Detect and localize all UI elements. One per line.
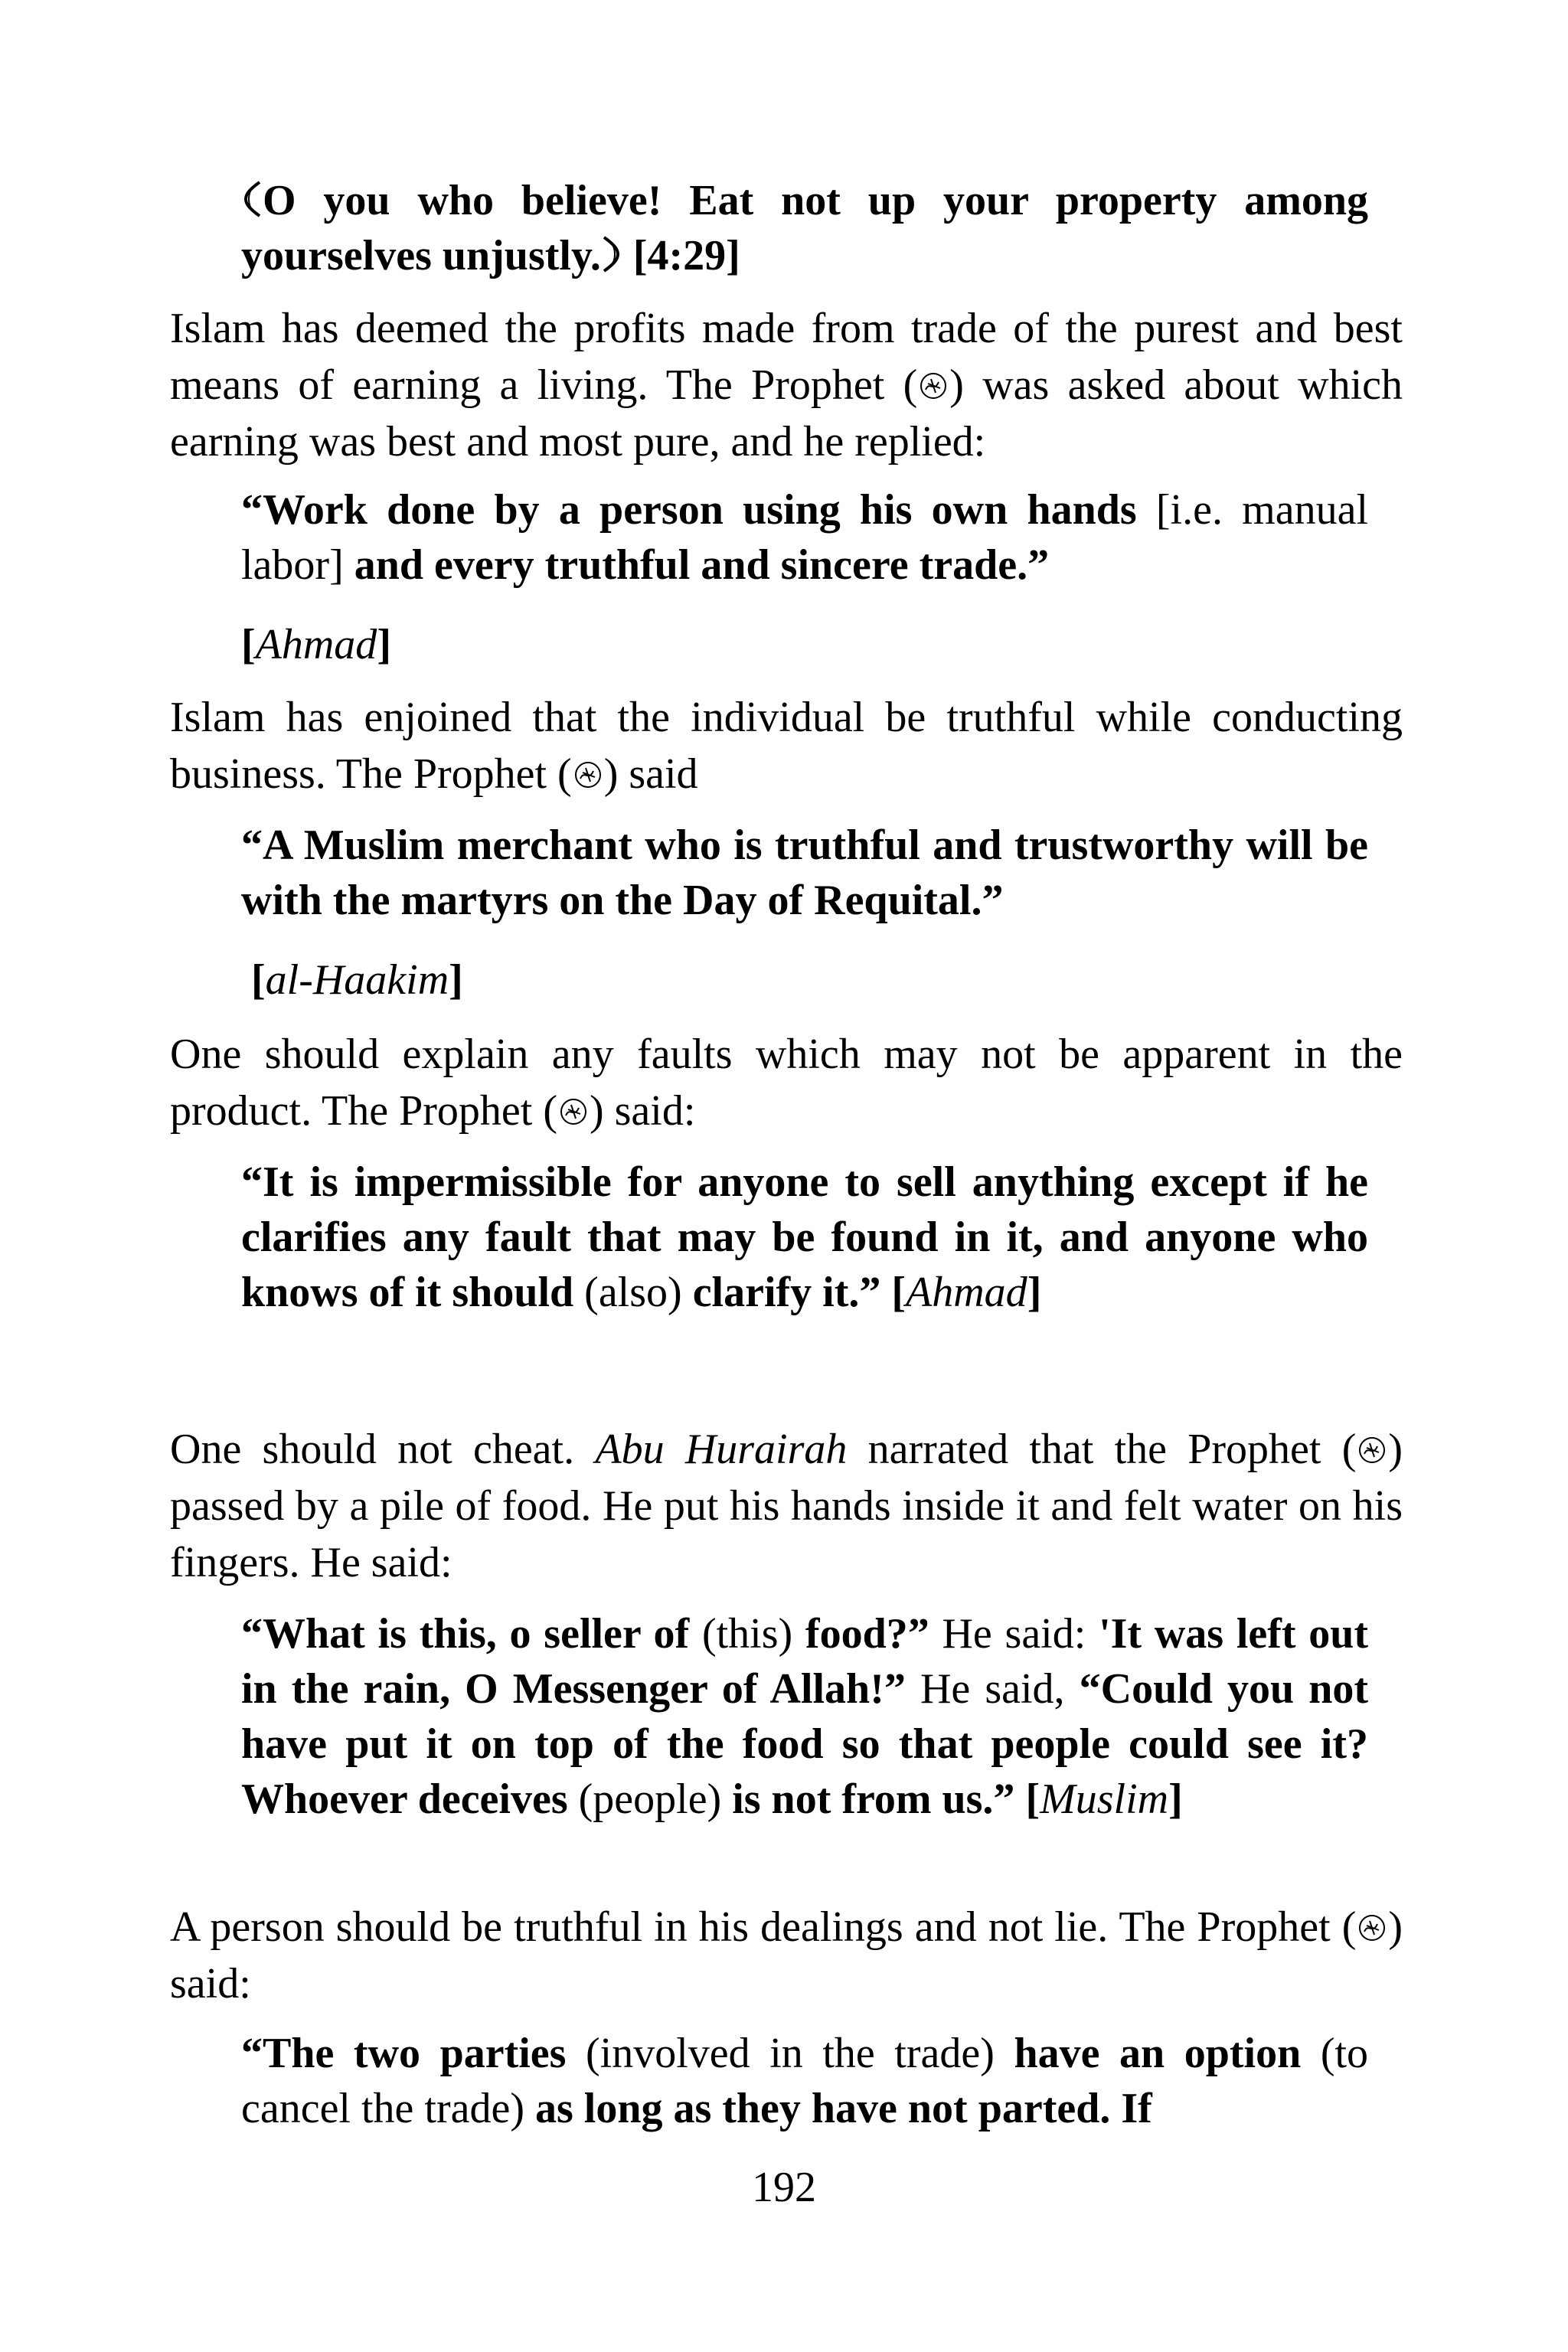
hadith-4-text-i: is not from us.” [732, 1775, 1015, 1823]
page-number: 192 [752, 2164, 816, 2211]
quran-verse [241, 173, 1368, 228]
salutation-symbol-icon [557, 1096, 590, 1128]
hadith-3-text-c: clarify it.” [692, 1269, 881, 1316]
hadith-4-text-c: food?” [805, 1610, 929, 1658]
hadith-5-aside-1: (involved in the trade) [586, 2030, 995, 2077]
paragraph-2 [170, 689, 1403, 802]
hadith-1 [241, 482, 1368, 593]
hadith-5-aside-2: (to cancel the trade) [241, 2030, 1369, 2132]
ornate-open-bracket-icon [241, 179, 263, 219]
hadith-2-text: “A Muslim merchant who is truthful and trustworthy will be with the martyrs on the Day of Requital.” [241, 822, 1368, 924]
hadith-3: “It is impermissible for anyone to sell anything except if he clarifies any fault that may be found in it, and anyone who knows of it should (also) clarify it.” [Ahmad] [241, 1158, 1368, 1316]
paragraph-4-text-a: One should not cheat. [170, 1426, 575, 1473]
hadith-4-he-said-2: He said, [920, 1665, 1065, 1713]
hadith-1-bracket-note: [i.e. manual labor] [241, 486, 1368, 589]
paragraph-1-text-b: ) was asked about which earning was best and most pure, and he replied: [170, 361, 1403, 466]
salutation-symbol-icon [1356, 1434, 1388, 1466]
hadith-3-aside: (also) [584, 1269, 682, 1316]
hadith-1-source-name: Ahmad [255, 621, 377, 668]
salutation-symbol-icon [917, 370, 949, 402]
paragraph-5-text-a: A person should be truthful in his dealings and not lie. The Prophet ( [170, 1903, 1357, 1951]
salutation-symbol-icon [1356, 1912, 1388, 1944]
paragraph-4-text-c: ) passed by a pile of food. He put his hands inside it and felt water on his fingers. He said: [170, 1426, 1403, 1586]
hadith-5-text-a: “The two parties [241, 2030, 567, 2077]
quran-verse-line2: yourselves unjustly. [241, 232, 601, 279]
paragraph-3-text-b: ) said: [589, 1087, 696, 1135]
narrator-name: Abu Hurairah [595, 1426, 848, 1473]
hadith-2 [241, 818, 1368, 928]
paragraph-4-text-b: narrated that the Prophet ( [867, 1426, 1357, 1473]
paragraph-1 [170, 300, 1403, 470]
salutation-symbol-icon [572, 759, 604, 791]
hadith-1-text-c: and every truthful and sincere trade.” [354, 541, 1050, 589]
hadith-5-text-c: have an option [1014, 2030, 1302, 2077]
hadith-4-text-g: “Could you not have put it on top of the food so that people could see it? Whoever deceives [241, 1665, 1369, 1823]
quran-verse-reference: [4:29] [632, 232, 740, 279]
hadith-4: “What is this, o seller of (this) food?” He said: 'It was left out in the rain, O Messenger of Allah!” He said, “Could you not have put it on top of the food so that people could see it? Whoever deceives (people) is not from us.” [Muslim] [241, 1610, 1369, 1823]
paragraph-2-text-b: ) said [603, 750, 698, 798]
hadith-1-source: [Ahmad] [241, 621, 391, 668]
hadith-2-source: [al-Haakim] [251, 956, 463, 1004]
paragraph-5 [170, 1899, 1403, 2012]
hadith-4-he-said-1: He said: [942, 1610, 1086, 1658]
hadith-4-aside-1: (this) [701, 1610, 793, 1658]
paragraph-5-text-b: ) said: [170, 1903, 1403, 2007]
hadith-4-source-name: Muslim [1040, 1775, 1169, 1823]
hadith-1-text-a: “Work done by a person using his own hands [241, 486, 1137, 534]
paragraph-1-text-a: Islam has deemed the profits made from trade of the purest and best means of earning a living. The Prophet ( [170, 305, 1403, 409]
ornate-close-bracket-icon [601, 234, 622, 274]
paragraph-4 [170, 1421, 1403, 1591]
quran-verse-cont [241, 228, 1368, 283]
hadith-3-text-a: “It is impermissible for anyone to sell anything except if he clarifies any fault that may be found in it, and anyone who knows of it should [241, 1158, 1368, 1316]
hadith-5-text-e: as long as they have not parted. If [534, 2085, 1152, 2132]
hadith-4-text-e: 'It was left out in the rain, O Messenger of Allah!” [241, 1610, 1369, 1713]
quran-verse-line1: O you who believe! Eat not up your property among [263, 177, 1368, 224]
hadith-4-text-a: “What is this, o seller of [241, 1610, 690, 1658]
hadith-2-source-name: al-Haakim [265, 956, 449, 1004]
hadith-3-source-name: Ahmad [906, 1269, 1027, 1316]
hadith-4-aside-2: (people) [578, 1775, 722, 1823]
hadith-5 [241, 2026, 1368, 2136]
paragraph-3-text-a: One should explain any faults which may not be apparent in the product. The Prophet ( [170, 1031, 1403, 1135]
paragraph-3 [170, 1026, 1403, 1139]
paragraph-2-text-a: Islam has enjoined that the individual be truthful while conducting business. The Prophet ( [170, 694, 1403, 798]
